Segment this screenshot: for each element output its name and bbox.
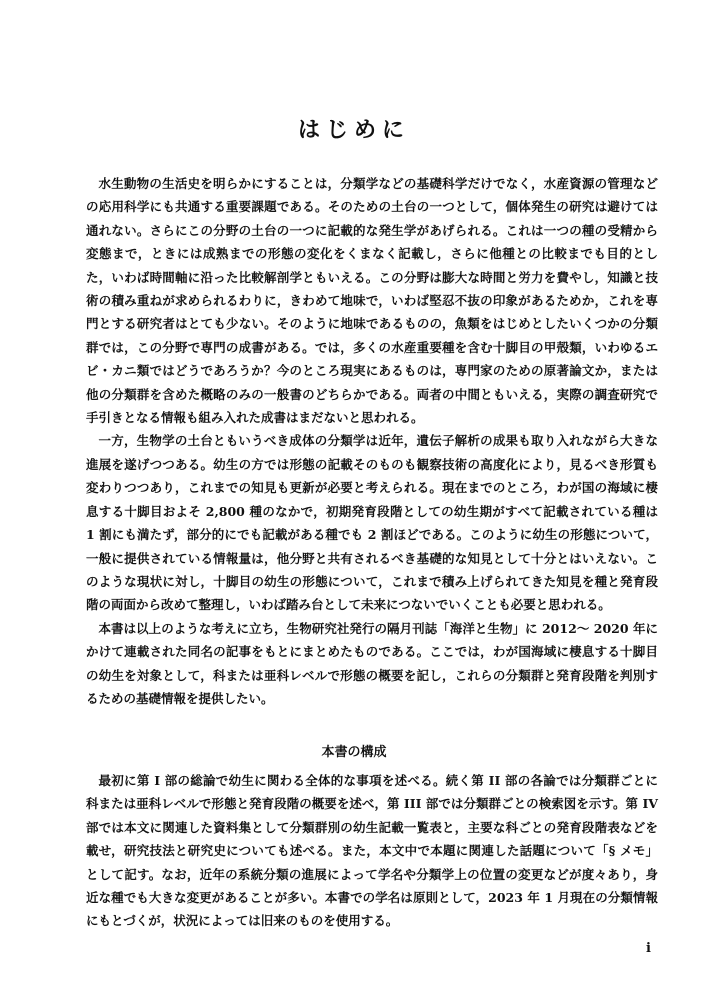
paragraph: 水生動物の生活史を明らかにすることは，分類学などの基礎科学だけでなく，水産資源の管理などの応用科学にも共通する重要課題である。そのための土台の一つとして，個体発生の研究は避けては通れない。さらにこの分野の土台の一つに記載的な発生学があげられる。これは一つの種の受精から変態まで，ときには成熟までの形態の変化をくまなく記載し，さらに他種との比較までも目的とした，いわば時間軸に沿った比較解剖学ともいえる。この分野は膨大な時間と労力を費やし，知識と技術の積み重ねが求められるわりに，きわめて地味で，いわば堅忍不抜の印象があるためか，これを専門とする研究者はとても少ない。そのように地味であるものの，魚類をはじめとしたいくつかの分類群では，この分野で専門の成書がある。では，多くの水産重要種を含む十脚目の甲殻類，いわゆるエビ・カニ類ではどうであろうか？今のところ現実にあるものは，専門家のための原著論文か，または他の分類群を含めた概略のみの一般書のどちらかである。両者の中間ともいえる，実際の調査研究で手引きとなる情報も組み入れた成書はまだないと思われる。 (86, 176, 658, 426)
section-body (86, 769, 658, 933)
section-heading: 本書の構成 (321, 745, 387, 760)
introduction-body (86, 172, 658, 710)
page-title: はじめに (297, 117, 410, 143)
paragraph: 最初に第 I 部の総論で幼生に関わる全体的な事項を述べる。続く第 II 部の各論では分類群ごとに科または亜科レベルで形態と発育段階の概要を述べ，第 III 部では分類群ごとの検索図を示す。第 IV 部では本文に関連した資料集として分類群別の幼生記載一覧表と，主要な科ごとの発育段階表などを載せ，研究技法と研究史についても述べる。また，本文中で本題に関連した話題について「§ メモ」として記す。なお，近年の系統分類の進展によって学名や分類学上の位置の変更などが度々あり，身近な種でも大きな変更があることが多い。本書での学名は原則として，2023 年 1 月現在の分類情報にもとづくが，状況によっては旧来のものを使用する。 (86, 773, 659, 929)
paragraph: 本書は以上のような考えに立ち，生物研究社発行の隔月刊誌「海洋と生物」に 2012～ 2020 年にかけて連載された同名の記事をもとにまとめたものである。ここでは，わが国海域に棲息する十脚目の幼生を対象として，科または亜科レベルで形態の概要を記し，これらの分類群と発育段階を判別するための基礎情報を提供したい。 (86, 620, 658, 706)
paragraph: 一方，生物学の土台ともいうべき成体の分類学は近年，遺伝子解析の成果も取り入れながら大きな進展を遂げつつある。幼生の方では形態の記載そのものも観察技術の高度化により，見るべき形質も変わりつつあり，これまでの知見も更新が必要と考えられる。現在までのところ，わが国の海域に棲息する十脚目およそ 2,800 種のなかで，初期発育段階としての幼生期がすべて記載されている種は 1 割にも満たず，部分的にでも記載がある種でも 2 割ほどである。このように幼生の形態について，一般に提供されている情報量は，他分野と共有されるべき基礎的な知見として十分とはいえない。このような現状に対し，十脚目の幼生の形態について，これまで積み上げられてきた知見を種と発育段階の両面から改めて整理し，いわば踏み台として未来につないでいくことも必要と思われる。 (86, 433, 658, 613)
page-number: i (646, 941, 651, 956)
